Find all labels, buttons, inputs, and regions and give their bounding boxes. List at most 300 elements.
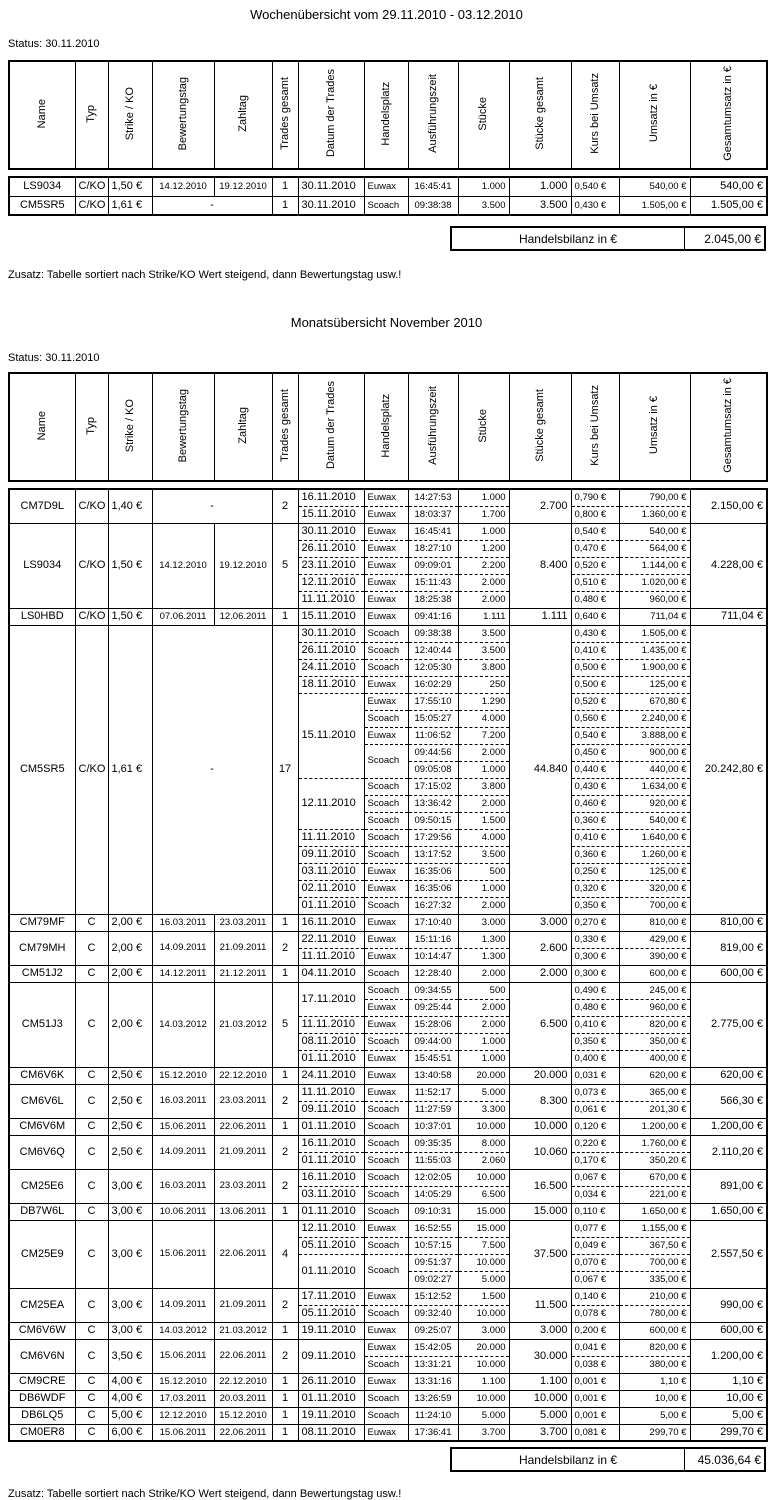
cell-handelsplatz: Euwax <box>364 1050 408 1067</box>
column-header <box>272 61 298 169</box>
monthly-balance-label: Handelsbilanz in € <box>451 1448 685 1471</box>
cell-umsatz: 1.634,00 € <box>619 778 690 795</box>
cell-bewertungstag: 16.03.2011 <box>152 1084 214 1118</box>
cell-stuecke: 2.000 <box>458 897 509 914</box>
cell-handelsplatz: Scoach <box>364 1203 408 1220</box>
cell-zahltag: 19.12.2010 <box>214 523 272 608</box>
cell-umsatz: 960,00 € <box>619 591 690 608</box>
cell-strike: 3,00 € <box>108 1322 152 1339</box>
cell-handelsplatz: Scoach <box>364 829 408 846</box>
cell-bewertungstag: 14.12.2010 <box>152 523 214 608</box>
cell-stuecke: 3.700 <box>458 1424 509 1441</box>
column-header <box>619 373 690 481</box>
cell-name: CM6V6L <box>9 1084 75 1118</box>
cell-strike: 1,61 € <box>108 625 152 914</box>
cell-datum: 12.11.2010 <box>298 1220 364 1237</box>
column-header-label: Stücke <box>477 96 489 131</box>
cell-kurs-bei-umsatz: 0,073 € <box>571 1084 619 1101</box>
column-header <box>509 61 571 169</box>
column-header-label: Handelsplatz <box>379 81 392 146</box>
cell-stuecke: 2.000 <box>458 591 509 608</box>
cell-handelsplatz: Euwax <box>364 676 408 693</box>
header-row <box>9 61 767 169</box>
cell-name: CM6V6M <box>9 1118 75 1135</box>
cell-handelsplatz: Euwax <box>364 727 408 744</box>
monthly-header-table <box>8 372 768 482</box>
cell-ausfuehrungszeit: 09:41:16 <box>408 608 458 625</box>
cell-kurs-bei-umsatz: 0,500 € <box>571 659 619 676</box>
trade-row <box>9 1118 767 1135</box>
cell-ausfuehrungszeit: 15:05:27 <box>408 710 458 727</box>
cell-gesamtumsatz: 1.200,00 € <box>690 1339 767 1373</box>
column-header <box>298 61 364 169</box>
cell-umsatz: 820,00 € <box>619 1016 690 1033</box>
cell-zahltag: 21.03.2012 <box>214 1322 272 1339</box>
cell-gesamtumsatz: 600,00 € <box>690 1322 767 1339</box>
cell-stuecke: 10.000 <box>458 1305 509 1322</box>
cell-ausfuehrungszeit: 15:11:16 <box>408 931 458 948</box>
cell-datum: 26.11.2010 <box>298 642 364 659</box>
cell-stuecke-gesamt: 2.000 <box>509 965 571 982</box>
cell-trades-gesamt: 1 <box>272 1067 298 1084</box>
cell-umsatz: 711,04 € <box>619 608 690 625</box>
cell-zahltag: 22.06.2011 <box>214 1424 272 1441</box>
cell-stuecke: 10.000 <box>458 1118 509 1135</box>
cell-ausfuehrungszeit: 15:45:51 <box>408 1050 458 1067</box>
cell-stuecke: 1.100 <box>458 1373 509 1390</box>
cell-stuecke: 1.300 <box>458 948 509 965</box>
cell-handelsplatz: Scoach <box>364 1169 408 1186</box>
cell-trades-gesamt: 17 <box>272 625 298 914</box>
cell-typ: C <box>75 1220 108 1288</box>
cell-strike: 2,50 € <box>108 1118 152 1135</box>
cell-ausfuehrungszeit: 16:27:32 <box>408 897 458 914</box>
column-header-label: Stücke <box>477 408 489 443</box>
cell-handelsplatz: Scoach <box>364 1390 408 1407</box>
cell-typ: C <box>75 1067 108 1084</box>
cell-ausfuehrungszeit: 16:35:06 <box>408 880 458 897</box>
cell-stuecke: 7.200 <box>458 727 509 744</box>
cell-typ: C <box>75 982 108 1067</box>
trade-row <box>9 523 767 540</box>
cell-kurs-bei-umsatz: 0,450 € <box>571 744 619 761</box>
cell-bewertungstag: 16.03.2011 <box>152 1169 214 1203</box>
cell-ausfuehrungszeit: 12:28:40 <box>408 965 458 982</box>
cell-name: CM6V6K <box>9 1067 75 1084</box>
cell-handelsplatz: Scoach <box>364 196 408 215</box>
cell-handelsplatz: Euwax <box>364 863 408 880</box>
cell-umsatz: 125,00 € <box>619 676 690 693</box>
cell-stuecke: 4.000 <box>458 710 509 727</box>
cell-trades-gesamt: 1 <box>272 1424 298 1441</box>
cell-umsatz: 600,00 € <box>619 1322 690 1339</box>
cell-datum: 08.11.2010 <box>298 1424 364 1441</box>
cell-ausfuehrungszeit: 09:50:15 <box>408 812 458 829</box>
trade-row <box>9 196 767 215</box>
weekly-header-table <box>8 60 768 170</box>
cell-bewertungstag: 10.06.2011 <box>152 1203 214 1220</box>
cell-stuecke: 1.000 <box>458 761 509 778</box>
cell-gesamtumsatz: 540,00 € <box>690 177 767 196</box>
cell-handelsplatz: Euwax <box>364 1220 408 1237</box>
cell-handelsplatz: Euwax <box>364 1084 408 1101</box>
cell-bewertungstag: 15.06.2011 <box>152 1424 214 1441</box>
cell-gesamtumsatz: 2.557,50 € <box>690 1220 767 1288</box>
cell-zahltag: 19.12.2010 <box>214 177 272 196</box>
cell-kurs-bei-umsatz: 0,001 € <box>571 1390 619 1407</box>
cell-kurs-bei-umsatz: 0,001 € <box>571 1373 619 1390</box>
cell-gesamtumsatz: 5,00 € <box>690 1407 767 1424</box>
cell-handelsplatz: Scoach <box>364 710 408 727</box>
cell-strike: 1,50 € <box>108 177 152 196</box>
cell-datum: 17.11.2010 <box>298 1288 364 1305</box>
cell-ausfuehrungszeit: 09:34:55 <box>408 982 458 999</box>
cell-zahltag: 21.12.2011 <box>214 965 272 982</box>
column-header-label: Gesamtumsatz in € <box>721 66 734 161</box>
cell-umsatz: 335,00 € <box>619 1271 690 1288</box>
cell-stuecke: 3.300 <box>458 1101 509 1118</box>
cell-kurs-bei-umsatz: 0,400 € <box>571 1050 619 1067</box>
cell-ausfuehrungszeit: 10:57:15 <box>408 1237 458 1254</box>
cell-datum: 05.11.2010 <box>298 1237 364 1254</box>
cell-ausfuehrungszeit: 10:14:47 <box>408 948 458 965</box>
cell-kurs-bei-umsatz: 0,430 € <box>571 196 619 215</box>
cell-datum: 23.11.2010 <box>298 557 364 574</box>
column-header <box>152 373 214 481</box>
cell-umsatz: 320,00 € <box>619 880 690 897</box>
cell-ausfuehrungszeit: 18:27:10 <box>408 540 458 557</box>
cell-umsatz: 820,00 € <box>619 1339 690 1356</box>
cell-kurs-bei-umsatz: 0,540 € <box>571 727 619 744</box>
cell-strike: 3,00 € <box>108 1220 152 1288</box>
cell-strike: 3,50 € <box>108 1339 152 1373</box>
cell-zahltag: 13.06.2011 <box>214 1203 272 1220</box>
cell-umsatz: 1.144,00 € <box>619 557 690 574</box>
cell-kurs-bei-umsatz: 0,440 € <box>571 761 619 778</box>
cell-ausfuehrungszeit: 11:52:17 <box>408 1084 458 1101</box>
cell-stuecke: 5.000 <box>458 1407 509 1424</box>
cell-typ: C/KO <box>75 523 108 608</box>
cell-zahltag: 22.06.2011 <box>214 1118 272 1135</box>
cell-ausfuehrungszeit: 16:45:41 <box>408 177 458 196</box>
cell-ausfuehrungszeit: 09:44:56 <box>408 744 458 761</box>
cell-datum: 11.11.2010 <box>298 591 364 608</box>
cell-strike: 2,00 € <box>108 931 152 965</box>
cell-handelsplatz: Scoach <box>364 846 408 863</box>
cell-bewertungstag: 14.03.2012 <box>152 1322 214 1339</box>
cell-bewertungstag: 15.12.2010 <box>152 1373 214 1390</box>
cell-umsatz: 201,30 € <box>619 1101 690 1118</box>
cell-kurs-bei-umsatz: 0,300 € <box>571 965 619 982</box>
cell-ausfuehrungszeit: 15:11:43 <box>408 574 458 591</box>
cell-datum: 11.11.2010 <box>298 1016 364 1033</box>
cell-kurs-bei-umsatz: 0,038 € <box>571 1356 619 1373</box>
cell-kurs-bei-umsatz: 0,110 € <box>571 1203 619 1220</box>
cell-name: LS9034 <box>9 177 75 196</box>
cell-strike: 3,00 € <box>108 1288 152 1322</box>
column-header-label: Ausführungszeit <box>426 74 439 153</box>
cell-kurs-bei-umsatz: 0,270 € <box>571 914 619 931</box>
cell-bewertungstag-zahltag: - <box>152 489 272 523</box>
cell-stuecke-gesamt: 6.500 <box>509 982 571 1067</box>
cell-ausfuehrungszeit: 09:38:38 <box>408 625 458 642</box>
cell-gesamtumsatz: 2.150,00 € <box>690 489 767 523</box>
cell-datum: 26.11.2010 <box>298 540 364 557</box>
cell-typ: C <box>75 1322 108 1339</box>
cell-kurs-bei-umsatz: 0,220 € <box>571 1135 619 1152</box>
cell-handelsplatz: Scoach <box>364 1135 408 1152</box>
trade-row <box>9 1373 767 1390</box>
cell-gesamtumsatz: 990,00 € <box>690 1288 767 1322</box>
column-header-label: Stücke gesamt <box>533 77 546 150</box>
cell-umsatz: 1.260,00 € <box>619 846 690 863</box>
cell-umsatz: 5,00 € <box>619 1407 690 1424</box>
cell-umsatz: 3.888,00 € <box>619 727 690 744</box>
cell-typ: C <box>75 1339 108 1373</box>
cell-datum: 05.11.2010 <box>298 1305 364 1322</box>
cell-handelsplatz: Euwax <box>364 1424 408 1441</box>
cell-trades-gesamt: 2 <box>272 1084 298 1118</box>
column-header-label: Strike / KO <box>123 86 136 141</box>
cell-stuecke: 2.000 <box>458 965 509 982</box>
column-header <box>364 373 408 481</box>
cell-datum: 19.11.2010 <box>298 1322 364 1339</box>
cell-ausfuehrungszeit: 17:55:10 <box>408 693 458 710</box>
trade-row <box>9 1220 767 1237</box>
cell-stuecke: 1.200 <box>458 540 509 557</box>
weekly-footnote: Zusatz: Tabelle sortiert nach Strike/KO Wert steigend, dann Bewertungstag usw.! <box>8 269 402 281</box>
cell-stuecke: 2.060 <box>458 1152 509 1169</box>
cell-handelsplatz: Scoach <box>364 744 408 778</box>
cell-gesamtumsatz: 819,00 € <box>690 931 767 965</box>
cell-datum: 01.11.2010 <box>298 897 364 914</box>
cell-datum: 01.11.2010 <box>298 1050 364 1067</box>
cell-datum: 11.11.2010 <box>298 948 364 965</box>
cell-stuecke: 2.000 <box>458 744 509 761</box>
cell-stuecke: 500 <box>458 982 509 999</box>
cell-name: CM25E9 <box>9 1220 75 1288</box>
cell-zahltag: 21.09.2011 <box>214 931 272 965</box>
cell-bewertungstag: 17.03.2011 <box>152 1390 214 1407</box>
cell-kurs-bei-umsatz: 0,330 € <box>571 931 619 948</box>
cell-umsatz: 540,00 € <box>619 523 690 540</box>
cell-umsatz: 400,00 € <box>619 1050 690 1067</box>
cell-typ: C <box>75 1169 108 1203</box>
column-header-label: Umsatz in € <box>648 84 660 143</box>
cell-bewertungstag: 15.06.2011 <box>152 1339 214 1373</box>
cell-trades-gesamt: 1 <box>272 1407 298 1424</box>
cell-name: CM5SR5 <box>9 196 75 215</box>
cell-handelsplatz: Euwax <box>364 506 408 523</box>
cell-datum: 01.11.2010 <box>298 1254 364 1288</box>
cell-stuecke: 2.000 <box>458 999 509 1016</box>
cell-handelsplatz: Scoach <box>364 625 408 642</box>
cell-kurs-bei-umsatz: 0,300 € <box>571 948 619 965</box>
cell-kurs-bei-umsatz: 0,480 € <box>571 999 619 1016</box>
trade-row <box>9 1322 767 1339</box>
cell-trades-gesamt: 4 <box>272 1220 298 1288</box>
column-header-label: Trades gesamt <box>278 389 291 462</box>
cell-stuecke-gesamt: 3.500 <box>509 196 571 215</box>
cell-strike: 3,00 € <box>108 1203 152 1220</box>
column-header <box>108 373 152 481</box>
weekly-balance-value: 2.045,00 € <box>704 231 761 246</box>
cell-umsatz: 350,20 € <box>619 1152 690 1169</box>
cell-trades-gesamt: 2 <box>272 931 298 965</box>
cell-typ: C/KO <box>75 625 108 914</box>
cell-handelsplatz: Scoach <box>364 795 408 812</box>
cell-name: CM25E6 <box>9 1169 75 1203</box>
cell-datum: 17.11.2010 <box>298 982 364 1016</box>
cell-bewertungstag: 15.12.2010 <box>152 1067 214 1084</box>
cell-datum: 30.11.2010 <box>298 523 364 540</box>
cell-trades-gesamt: 1 <box>272 1118 298 1135</box>
cell-strike: 1,50 € <box>108 523 152 608</box>
cell-stuecke: 20.000 <box>458 1067 509 1084</box>
trade-row <box>9 1084 767 1101</box>
cell-kurs-bei-umsatz: 0,070 € <box>571 1254 619 1271</box>
cell-typ: C <box>75 1203 108 1220</box>
cell-handelsplatz: Euwax <box>364 931 408 948</box>
cell-stuecke-gesamt: 1.100 <box>509 1373 571 1390</box>
trade-row <box>9 625 767 642</box>
cell-zahltag: 22.06.2011 <box>214 1339 272 1373</box>
cell-datum: 01.11.2010 <box>298 1203 364 1220</box>
column-header-label: Trades gesamt <box>278 77 291 150</box>
cell-strike: 2,00 € <box>108 914 152 931</box>
cell-typ: C <box>75 931 108 965</box>
cell-stuecke: 1.111 <box>458 608 509 625</box>
cell-strike: 6,00 € <box>108 1424 152 1441</box>
cell-name: CM25EA <box>9 1288 75 1322</box>
cell-ausfuehrungszeit: 13:31:21 <box>408 1356 458 1373</box>
cell-kurs-bei-umsatz: 0,350 € <box>571 897 619 914</box>
cell-strike: 2,50 € <box>108 1135 152 1169</box>
balance-row <box>451 1448 765 1471</box>
cell-ausfuehrungszeit: 16:35:06 <box>408 863 458 880</box>
cell-ausfuehrungszeit: 18:25:38 <box>408 591 458 608</box>
cell-handelsplatz: Euwax <box>364 914 408 931</box>
cell-trades-gesamt: 1 <box>272 177 298 196</box>
cell-stuecke: 20.000 <box>458 1339 509 1356</box>
cell-handelsplatz: Euwax <box>364 177 408 196</box>
cell-kurs-bei-umsatz: 0,490 € <box>571 982 619 999</box>
cell-datum: 01.11.2010 <box>298 1152 364 1169</box>
cell-ausfuehrungszeit: 13:31:16 <box>408 1373 458 1390</box>
cell-kurs-bei-umsatz: 0,034 € <box>571 1186 619 1203</box>
trade-row <box>9 914 767 931</box>
cell-umsatz: 2.240,00 € <box>619 710 690 727</box>
cell-umsatz: 670,00 € <box>619 1169 690 1186</box>
cell-datum: 24.11.2010 <box>298 659 364 676</box>
cell-name: CM6V6W <box>9 1322 75 1339</box>
column-header-label: Strike / KO <box>123 398 136 453</box>
cell-handelsplatz: Scoach <box>364 1033 408 1050</box>
cell-stuecke: 1.000 <box>458 177 509 196</box>
cell-umsatz: 429,00 € <box>619 931 690 948</box>
cell-umsatz: 790,00 € <box>619 489 690 506</box>
cell-stuecke: 3.500 <box>458 846 509 863</box>
cell-bewertungstag: 16.03.2011 <box>152 914 214 931</box>
cell-kurs-bei-umsatz: 0,061 € <box>571 1101 619 1118</box>
cell-datum: 09.11.2010 <box>298 1339 364 1373</box>
cell-umsatz: 620,00 € <box>619 1067 690 1084</box>
column-header <box>509 373 571 481</box>
weekly-status: Status: 30.11.2010 <box>8 38 100 50</box>
cell-gesamtumsatz: 10,00 € <box>690 1390 767 1407</box>
column-header <box>214 61 272 169</box>
cell-handelsplatz: Euwax <box>364 948 408 965</box>
cell-umsatz: 1.505,00 € <box>619 196 690 215</box>
column-header <box>75 373 108 481</box>
cell-ausfuehrungszeit: 13:40:58 <box>408 1067 458 1084</box>
cell-handelsplatz: Euwax <box>364 1339 408 1356</box>
monthly-title: Monatsübersicht November 2010 <box>290 315 483 330</box>
cell-name: CM6V6Q <box>9 1135 75 1169</box>
cell-strike: 2,00 € <box>108 965 152 982</box>
trade-row <box>9 177 767 196</box>
cell-stuecke: 3.000 <box>458 1322 509 1339</box>
cell-stuecke: 3.800 <box>458 659 509 676</box>
cell-typ: C/KO <box>75 608 108 625</box>
cell-kurs-bei-umsatz: 0,041 € <box>571 1339 619 1356</box>
cell-kurs-bei-umsatz: 0,170 € <box>571 1152 619 1169</box>
cell-name: CM7D9L <box>9 489 75 523</box>
trade-row <box>9 1203 767 1220</box>
cell-kurs-bei-umsatz: 0,800 € <box>571 506 619 523</box>
cell-datum: 12.11.2010 <box>298 778 364 829</box>
cell-stuecke-gesamt: 10.060 <box>509 1135 571 1169</box>
cell-ausfuehrungszeit: 09:02:27 <box>408 1271 458 1288</box>
cell-umsatz: 960,00 € <box>619 999 690 1016</box>
cell-handelsplatz: Scoach <box>364 1356 408 1373</box>
cell-datum: 15.11.2010 <box>298 506 364 523</box>
cell-ausfuehrungszeit: 09:51:37 <box>408 1254 458 1271</box>
cell-datum: 11.11.2010 <box>298 1084 364 1101</box>
cell-datum: 30.11.2010 <box>298 196 364 215</box>
cell-ausfuehrungszeit: 11:24:10 <box>408 1407 458 1424</box>
cell-typ: C <box>75 1135 108 1169</box>
cell-stuecke: 2.000 <box>458 574 509 591</box>
cell-kurs-bei-umsatz: 0,001 € <box>571 1407 619 1424</box>
cell-stuecke: 1.290 <box>458 693 509 710</box>
cell-gesamtumsatz: 2.775,00 € <box>690 982 767 1067</box>
cell-typ: C/KO <box>75 196 108 215</box>
cell-zahltag: 22.06.2011 <box>214 1220 272 1288</box>
cell-ausfuehrungszeit: 16:45:41 <box>408 523 458 540</box>
cell-stuecke: 3.500 <box>458 625 509 642</box>
cell-trades-gesamt: 1 <box>272 1390 298 1407</box>
cell-datum: 11.11.2010 <box>298 829 364 846</box>
cell-trades-gesamt: 2 <box>272 1135 298 1169</box>
cell-gesamtumsatz: 891,00 € <box>690 1169 767 1203</box>
cell-umsatz: 1.435,00 € <box>619 642 690 659</box>
trade-row <box>9 1288 767 1305</box>
cell-stuecke: 1.000 <box>458 489 509 506</box>
cell-trades-gesamt: 2 <box>272 1339 298 1373</box>
trade-row <box>9 1424 767 1441</box>
monthly-data-table <box>8 488 768 1442</box>
cell-datum: 02.11.2010 <box>298 880 364 897</box>
cell-stuecke-gesamt: 10.000 <box>509 1390 571 1407</box>
cell-datum: 16.11.2010 <box>298 914 364 931</box>
cell-stuecke: 15.000 <box>458 1220 509 1237</box>
cell-stuecke: 10.000 <box>458 1356 509 1373</box>
column-header <box>690 373 767 481</box>
cell-stuecke: 1.700 <box>458 506 509 523</box>
cell-datum: 18.11.2010 <box>298 676 364 693</box>
cell-handelsplatz: Scoach <box>364 1152 408 1169</box>
